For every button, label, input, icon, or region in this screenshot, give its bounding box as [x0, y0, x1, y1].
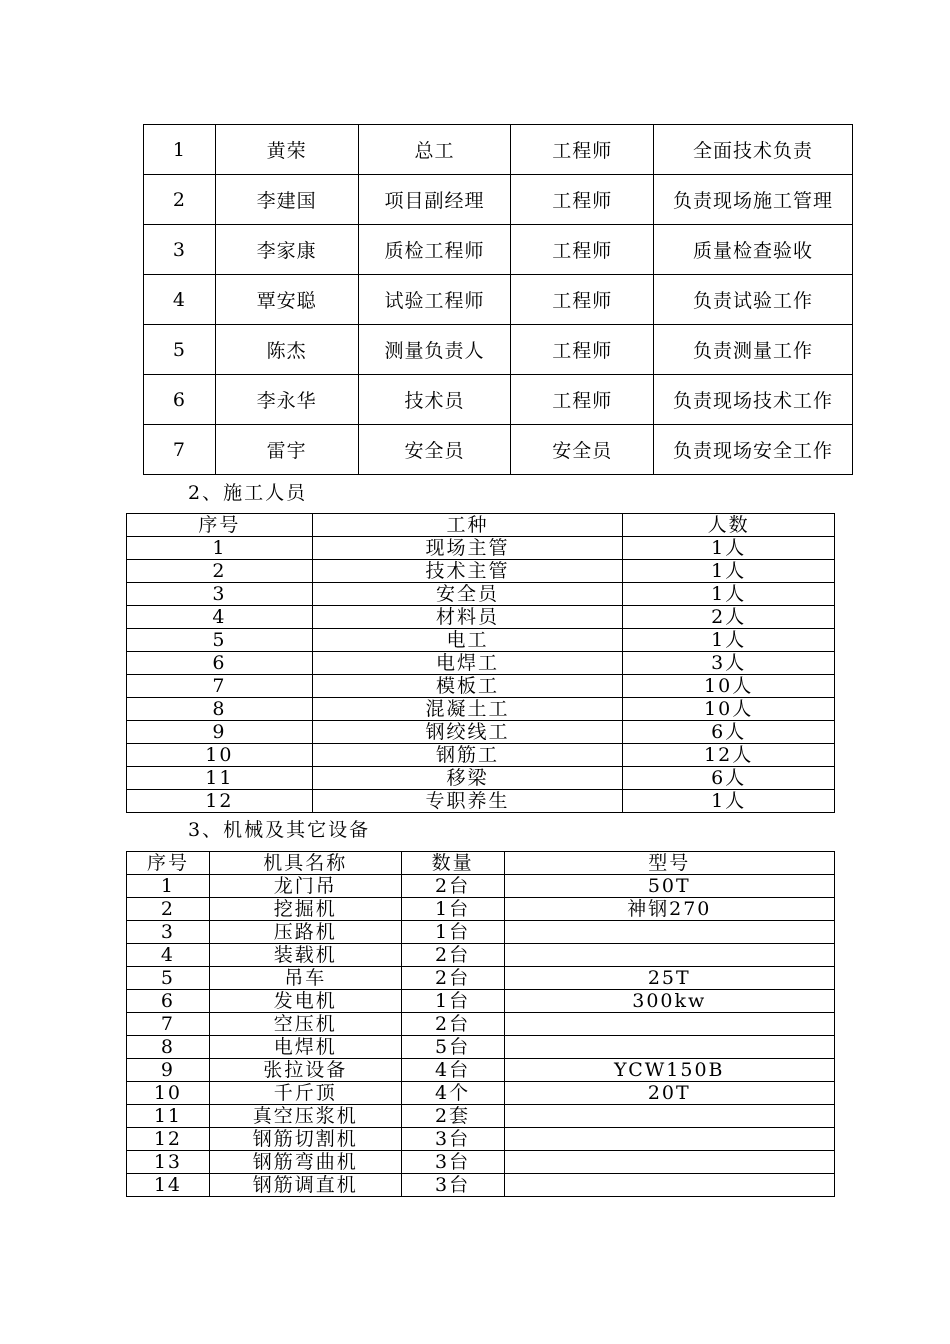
table-cell: 3人	[623, 652, 835, 675]
table-row	[127, 675, 835, 698]
table-cell: 1人	[623, 790, 835, 813]
table-cell	[504, 1174, 834, 1197]
table-cell: 2	[144, 175, 216, 225]
table-cell: 工程师	[511, 275, 654, 325]
table-cell: 3台	[401, 1174, 504, 1197]
table-row	[144, 175, 853, 225]
header-cell: 序号	[127, 852, 210, 875]
table-cell: 6	[144, 375, 216, 425]
table-cell: 李永华	[215, 375, 358, 425]
header-cell: 序号	[127, 514, 313, 537]
table-cell: 2台	[401, 875, 504, 898]
table-cell: 9	[127, 1059, 210, 1082]
table-cell: 6	[127, 652, 313, 675]
table-cell: 项目副经理	[358, 175, 511, 225]
table-cell: 1台	[401, 990, 504, 1013]
table-cell: 1	[127, 537, 313, 560]
table-cell: 20T	[504, 1082, 834, 1105]
table-cell	[504, 921, 834, 944]
table-cell: 3台	[401, 1128, 504, 1151]
table-row	[127, 1151, 835, 1174]
table-cell: 5	[144, 325, 216, 375]
table-row	[127, 1013, 835, 1036]
table-cell: 移梁	[312, 767, 623, 790]
table-cell: 9	[127, 721, 313, 744]
table-cell: 压路机	[209, 921, 401, 944]
table-cell: 现场主管	[312, 537, 623, 560]
table-cell: 3	[144, 225, 216, 275]
table-cell: 黄荣	[215, 125, 358, 175]
table-cell: 11	[127, 767, 313, 790]
table-cell: 材料员	[312, 606, 623, 629]
table-cell	[504, 1036, 834, 1059]
table-cell: 2	[127, 560, 313, 583]
table-cell: 质量检查验收	[654, 225, 853, 275]
header-cell: 人数	[623, 514, 835, 537]
table-row	[127, 583, 835, 606]
table-row	[127, 698, 835, 721]
table-cell: 钢筋调直机	[209, 1174, 401, 1197]
table-cell: 负责现场安全工作	[654, 425, 853, 475]
section-title-personnel: 2、施工人员	[188, 482, 308, 504]
table-cell: 4个	[401, 1082, 504, 1105]
table-row	[127, 1174, 835, 1197]
table-cell: 10人	[623, 675, 835, 698]
table-row	[144, 425, 853, 475]
table-cell: 雷宇	[215, 425, 358, 475]
table-cell: 空压机	[209, 1013, 401, 1036]
table-row	[127, 652, 835, 675]
table-row	[127, 1082, 835, 1105]
table-cell	[504, 944, 834, 967]
table-cell: 神钢270	[504, 898, 834, 921]
table-cell	[504, 1013, 834, 1036]
table-cell: 50T	[504, 875, 834, 898]
table-cell: 挖掘机	[209, 898, 401, 921]
table-cell: 7	[127, 675, 313, 698]
table-cell: 电焊机	[209, 1036, 401, 1059]
table-cell: 5	[127, 967, 210, 990]
table-cell: 2人	[623, 606, 835, 629]
table-cell: 8	[127, 698, 313, 721]
table-row	[127, 537, 835, 560]
table-cell: 装载机	[209, 944, 401, 967]
table-cell: 工程师	[511, 175, 654, 225]
table-cell: 专职养生	[312, 790, 623, 813]
table-cell: 吊车	[209, 967, 401, 990]
table-cell: 12人	[623, 744, 835, 767]
table-cell: 钢筋工	[312, 744, 623, 767]
table-cell: 工程师	[511, 375, 654, 425]
table-cell: 电工	[312, 629, 623, 652]
table-cell: 钢绞线工	[312, 721, 623, 744]
table-cell: 2	[127, 898, 210, 921]
table-cell: 3台	[401, 1151, 504, 1174]
table-cell: 钢筋切割机	[209, 1128, 401, 1151]
table-cell: 7	[127, 1013, 210, 1036]
table-row	[127, 944, 835, 967]
table-cell: 6人	[623, 721, 835, 744]
table-cell: 2台	[401, 967, 504, 990]
table-row	[127, 629, 835, 652]
table-cell: 安全员	[358, 425, 511, 475]
table-cell: 2套	[401, 1105, 504, 1128]
table-cell: 发电机	[209, 990, 401, 1013]
table-cell: 负责现场施工管理	[654, 175, 853, 225]
table-cell: 12	[127, 1128, 210, 1151]
table-cell: 全面技术负责	[654, 125, 853, 175]
table-row	[127, 1128, 835, 1151]
table-cell: 1人	[623, 629, 835, 652]
table-cell: 负责测量工作	[654, 325, 853, 375]
table-cell: 总工	[358, 125, 511, 175]
table-cell: 工程师	[511, 225, 654, 275]
staff-table	[143, 124, 853, 475]
table-cell: 龙门吊	[209, 875, 401, 898]
table-cell: 1	[127, 875, 210, 898]
table-header-row	[127, 514, 835, 537]
table-cell: 1人	[623, 583, 835, 606]
table-row	[127, 921, 835, 944]
table-cell: 6人	[623, 767, 835, 790]
table-cell: 质检工程师	[358, 225, 511, 275]
table-cell: 安全员	[312, 583, 623, 606]
table-cell: 1人	[623, 537, 835, 560]
table-cell: 1台	[401, 898, 504, 921]
table-cell: 10	[127, 1082, 210, 1105]
section-title-machinery: 3、机械及其它设备	[188, 819, 371, 841]
table-cell: 钢筋弯曲机	[209, 1151, 401, 1174]
table-cell: 4台	[401, 1059, 504, 1082]
table-cell: 张拉设备	[209, 1059, 401, 1082]
table-cell: 3	[127, 583, 313, 606]
table-row	[127, 875, 835, 898]
table-cell: 李家康	[215, 225, 358, 275]
table-cell: 14	[127, 1174, 210, 1197]
table-row	[127, 1059, 835, 1082]
table-cell: 技术员	[358, 375, 511, 425]
table-row	[144, 275, 853, 325]
table-cell: 混凝土工	[312, 698, 623, 721]
table-cell: 4	[127, 606, 313, 629]
table-row	[127, 606, 835, 629]
table-cell: 测量负责人	[358, 325, 511, 375]
table-cell: 1人	[623, 560, 835, 583]
table-cell: 电焊工	[312, 652, 623, 675]
table-cell: 覃安聪	[215, 275, 358, 325]
table-cell: 技术主管	[312, 560, 623, 583]
table-row	[144, 375, 853, 425]
table-cell: YCW150B	[504, 1059, 834, 1082]
table-cell	[504, 1105, 834, 1128]
table-row	[144, 125, 853, 175]
table-row	[127, 990, 835, 1013]
table-cell: 4	[144, 275, 216, 325]
table-row	[144, 325, 853, 375]
table-cell: 300kw	[504, 990, 834, 1013]
table-row	[127, 721, 835, 744]
table-cell: 千斤顶	[209, 1082, 401, 1105]
table-cell: 13	[127, 1151, 210, 1174]
table-cell: 10人	[623, 698, 835, 721]
table-cell: 真空压浆机	[209, 1105, 401, 1128]
table-row	[127, 967, 835, 990]
table-row	[127, 898, 835, 921]
table-cell: 1台	[401, 921, 504, 944]
table-cell: 10	[127, 744, 313, 767]
table-cell: 7	[144, 425, 216, 475]
table-cell: 李建国	[215, 175, 358, 225]
machinery-table	[126, 851, 835, 1197]
table-cell	[504, 1128, 834, 1151]
table-cell: 5台	[401, 1036, 504, 1059]
table-row	[127, 790, 835, 813]
table-cell: 负责试验工作	[654, 275, 853, 325]
table-cell: 模板工	[312, 675, 623, 698]
header-cell: 型号	[504, 852, 834, 875]
header-cell: 数量	[401, 852, 504, 875]
table-header-row	[127, 852, 835, 875]
table-cell: 2台	[401, 1013, 504, 1036]
table-cell: 5	[127, 629, 313, 652]
table-cell: 工程师	[511, 325, 654, 375]
table-cell: 安全员	[511, 425, 654, 475]
table-cell: 11	[127, 1105, 210, 1128]
table-row	[127, 744, 835, 767]
header-cell: 机具名称	[209, 852, 401, 875]
table-cell: 工程师	[511, 125, 654, 175]
table-row	[127, 1105, 835, 1128]
table-cell: 8	[127, 1036, 210, 1059]
table-cell: 试验工程师	[358, 275, 511, 325]
table-row	[127, 1036, 835, 1059]
table-cell: 负责现场技术工作	[654, 375, 853, 425]
header-cell: 工种	[312, 514, 623, 537]
table-row	[127, 560, 835, 583]
table-cell: 2台	[401, 944, 504, 967]
table-cell	[504, 1151, 834, 1174]
table-cell: 25T	[504, 967, 834, 990]
table-cell: 4	[127, 944, 210, 967]
table-cell: 3	[127, 921, 210, 944]
table-cell: 6	[127, 990, 210, 1013]
table-cell: 1	[144, 125, 216, 175]
table-cell: 陈杰	[215, 325, 358, 375]
table-cell: 12	[127, 790, 313, 813]
personnel-table	[126, 513, 835, 813]
table-row	[144, 225, 853, 275]
table-row	[127, 767, 835, 790]
